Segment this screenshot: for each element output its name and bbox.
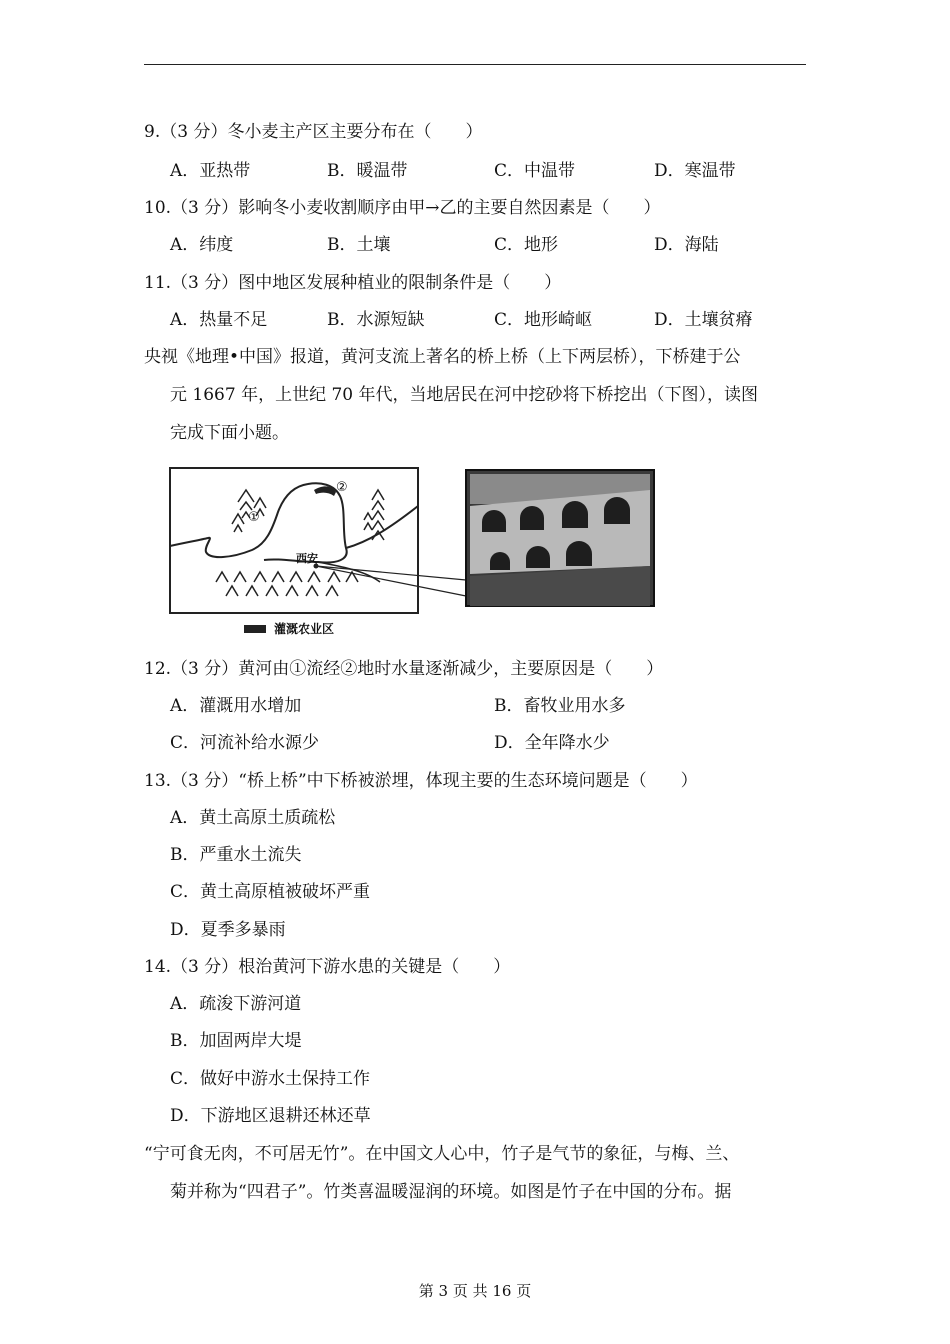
q9-option-c: C．中温带 [494,161,576,181]
q13-option-d: D．夏季多暴雨 [170,920,286,940]
q12-option-c: C．河流补给水源少 [170,733,320,753]
header-rule [144,64,806,65]
map-marker-2: ② [336,480,348,495]
passage-2-line-1: “宁可食无肉，不可居无竹”。在中国文人心中，竹子是气节的象征，与梅、兰、 [144,1144,740,1164]
map-and-photo-figure [168,466,658,638]
q11-option-d: D．土壤贫瘠 [654,310,753,330]
passage-1-line-1: 央视《地理•中国》报道，黄河支流上著名的桥上桥（上下两层桥），下桥建于公 [144,347,741,367]
q10-option-b: B．土壤 [327,235,391,255]
q13-option-a: A．黄土高原土质疏松 [170,808,336,828]
q14-option-b: B．加固两岸大堤 [170,1031,302,1051]
q14-option-d: D．下游地区退耕还林还草 [170,1106,371,1126]
q11-option-c: C．地形崎岖 [494,310,593,330]
map-city-label: 西安 [296,552,318,565]
q11-option-a: A．热量不足 [170,310,268,330]
passage-1-line-2: 元 1667 年，上世纪 70 年代，当地居民在河中挖砂将下桥挖出（下图），读图 [170,385,759,405]
q14-option-c: C．做好中游水土保持工作 [170,1069,371,1089]
q12-option-d: D．全年降水少 [494,733,610,753]
question-13-stem: 13.（3 分）“桥上桥”中下桥被淤埋，体现主要的生态环境问题是（ ） [144,771,698,791]
legend-label: 灌溉农业区 [274,622,335,636]
q9-option-a: A．亚热带 [170,161,251,181]
q10-option-a: A．纬度 [170,235,234,255]
q9-option-d: D．寒温带 [654,161,736,181]
question-14-stem: 14.（3 分）根治黄河下游水患的关键是（ ） [144,957,511,977]
page-number-footer: 第 3 页 共 16 页 [418,1282,532,1300]
q9-option-b: B．暖温带 [327,161,408,181]
passage-1-line-3: 完成下面小题。 [170,423,289,443]
question-12-stem: 12.（3 分）黄河由①流经②地时水量逐渐减少，主要原因是（ ） [144,659,664,679]
q12-option-a: A．灌溉用水增加 [170,696,302,716]
map-marker-1: ① [248,510,260,525]
q13-option-b: B．严重水土流失 [170,845,302,865]
passage-2-line-2: 菊并称为“四君子”。竹类喜温暖湿润的环境。如图是竹子在中国的分布。据 [170,1182,732,1202]
q10-option-c: C．地形 [494,235,559,255]
q14-option-a: A．疏浚下游河道 [170,994,302,1014]
question-10-stem: 10.（3 分）影响冬小麦收割顺序由甲→乙的主要自然因素是（ ） [144,198,661,218]
q10-option-d: D．海陆 [654,235,719,255]
question-9-stem: 9.（3 分）冬小麦主产区主要分布在（ ） [144,122,483,142]
question-11-stem: 11.（3 分）图中地区发展种植业的限制条件是（ ） [144,273,562,293]
q12-option-b: B．畜牧业用水多 [494,696,626,716]
legend-swatch [244,625,266,633]
figure-svg [168,466,658,638]
q13-option-c: C．黄土高原植被破坏严重 [170,882,371,902]
q11-option-b: B．水源短缺 [327,310,425,330]
